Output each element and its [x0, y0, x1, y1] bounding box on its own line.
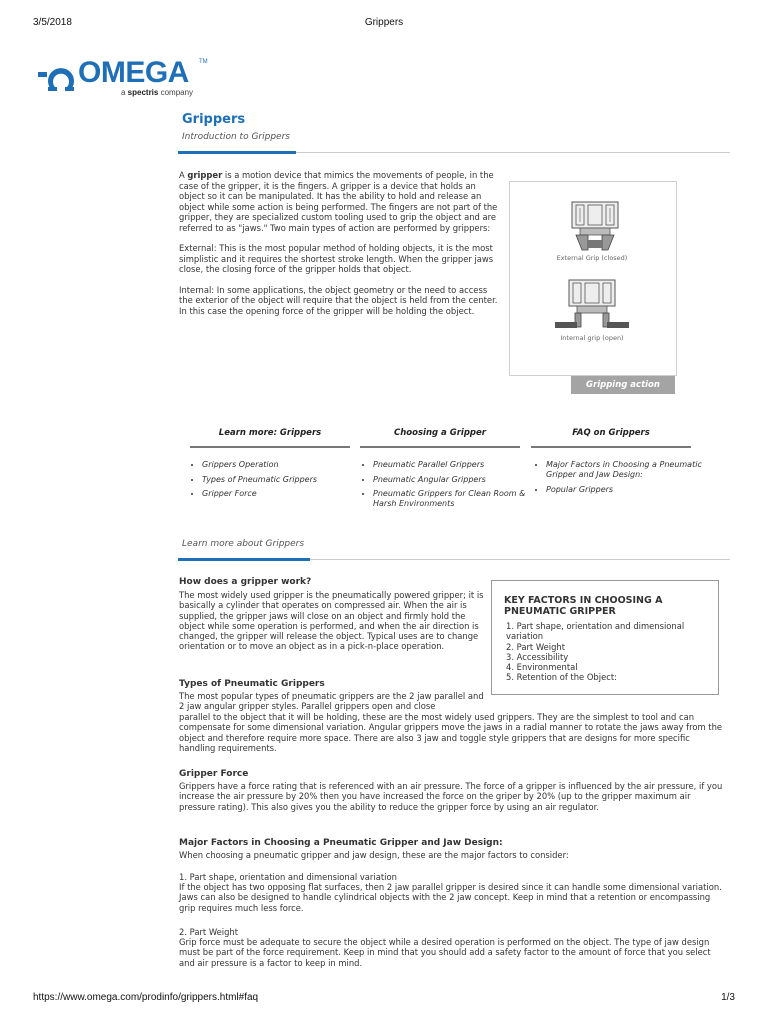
- external-grip-illustration: [560, 200, 630, 255]
- key-factors-list: [506, 621, 711, 683]
- factor-2-text: Grip force must be adequate to secure the object while a desired operation is performed on the object. The type of jaw design must be part of the force requirement. Keep in mind that you should add a safety factor to the amount of force that you select and air pressure is a factor to keep in mind.: [179, 937, 711, 968]
- key-factor-item: 1. Part shape, orientation and dimensional variation: [506, 621, 685, 642]
- heading-major-factors: Major Factors in Choosing a Pneumatic Gripper and Jaw Design:: [179, 838, 503, 848]
- link-pneumatic-angular-grippers[interactable]: • Pneumatic Angular Grippers: [373, 475, 533, 485]
- key-factor-item: 3. Accessibility: [506, 651, 569, 662]
- link-clean-room-grippers[interactable]: • Pneumatic Grippers for Clean Room & Harsh Environments: [373, 489, 533, 509]
- active-tab-indicator: [178, 151, 296, 154]
- print-title: Grippers: [364, 17, 404, 28]
- page-number: 1/3: [721, 992, 735, 1003]
- trademark: TM: [199, 59, 208, 65]
- types-text-a: The most popular types of pneumatic grippers are the 2 jaw parallel and 2 jaw angular gripper styles. Parallel grippers open and close: [179, 691, 484, 712]
- internal-grip-label: Internal grip (open): [560, 334, 624, 342]
- key-factor-item: 4. Environmental: [506, 662, 578, 673]
- figure-caption: Gripping action: [571, 376, 675, 394]
- major-factors-intro: When choosing a pneumatic gripper and jaw design, these are the major factors to consider:: [179, 850, 569, 860]
- tab-introduction[interactable]: Introduction to Grippers: [182, 132, 290, 142]
- link-grippers-operation[interactable]: • Grippers Operation: [202, 460, 352, 470]
- link-gripper-force[interactable]: • Gripper Force: [202, 489, 352, 499]
- key-factors-title: KEY FACTORS IN CHOOSING A PNEUMATIC GRIPPER: [504, 595, 663, 617]
- column-divider: [190, 446, 350, 448]
- column-heading-faq: FAQ on Grippers: [572, 428, 650, 438]
- column-divider: [360, 446, 520, 448]
- page-url: https://www.omega.com/prodinfo/grippers.html#faq: [33, 992, 259, 1003]
- omega-brand[interactable]: OMEGA: [78, 56, 189, 89]
- tab-learn-more-about-grippers[interactable]: Learn more about Grippers: [182, 539, 305, 549]
- key-factor-item: 5. Retention of the Object:: [506, 672, 617, 683]
- intro-text: A gripper is a motion device that mimics the movements of people, in the case of the gripper, it is the fingers. A gripper is a device that holds an object so it can be manipulated. It has the ability to hold and release an object while some action is being performed. The fingers are not part of the gripper, they are specialized custom tooling used to grip the object and are referred to as "jaws." Two main types of action are performed by grippers: External: This is the most popular method of holding objects, it is the most simplistic and it requires the shortest stroke length. When the gripper jaws close, the closing force of the gripper holds that object. Internal: In some applications, the object geometry or the need to access the exterior of the object will require that the object is held from the center. In this case the opening force of the gripper will be holding the object.: [179, 170, 498, 316]
- learn-more-list: [186, 460, 352, 504]
- factor-2-title: 2. Part Weight: [179, 927, 239, 937]
- heading-how-gripper-works: How does a gripper work?: [179, 577, 312, 587]
- link-types-pneumatic-grippers[interactable]: • Types of Pneumatic Grippers: [202, 475, 352, 485]
- link-major-factors[interactable]: • Major Factors in Choosing a Pneumatic Gripper and Jaw Design:: [546, 460, 711, 480]
- column-heading-choosing: Choosing a Gripper: [394, 428, 486, 438]
- page-title: Grippers: [182, 112, 246, 127]
- link-pneumatic-parallel-grippers[interactable]: • Pneumatic Parallel Grippers: [373, 460, 533, 470]
- column-divider: [531, 446, 691, 448]
- types-text-b: parallel to the object that it will be holding, these are the most widely used grippers. They are the simplest to tool and can compensate for some dimensional variation. Angular grippers move the jaws in a radial manner to rotate the jaws away from the object and therefore require more space. There are also 3 jaw and toggle style grippers that are designs for more specific handling requirements.: [179, 712, 723, 753]
- internal-grip-illustration: [553, 278, 633, 333]
- heading-gripper-force: Gripper Force: [179, 769, 249, 779]
- faq-list: [530, 460, 711, 499]
- choosing-list: [357, 460, 533, 514]
- heading-types-pneumatic-grippers: Types of Pneumatic Grippers: [179, 679, 325, 689]
- external-grip-label: External Grip (closed): [556, 254, 628, 262]
- factor-1-text: If the object has two opposing flat surfaces, then 2 jaw parallel gripper is desired since it can handle some dimensional variation. Jaws can also be designed to handle cylindrical objects with the 2 jaw concept. Keep in mind that a retention or encompassing grip requires much less force.: [179, 882, 722, 913]
- column-heading-learn-more: Learn more: Grippers: [218, 428, 322, 438]
- logo-tagline: a spectris company: [121, 88, 194, 97]
- factor-1-title: 1. Part shape, orientation and dimensional variation: [179, 872, 397, 882]
- key-factor-item: 2. Part Weight: [506, 641, 566, 652]
- gripper-force-text: Grippers have a force rating that is referenced with an air pressure. The force of a gripper is influenced by the air pressure, if you increase the air pressure by 20% then you have increased the force on the griper by 20% (up to the gripper maximum air pressure rating). This also gives you the ability to reduce the gripper force by using an air regulator.: [179, 781, 723, 812]
- active-tab-indicator: [178, 558, 310, 561]
- link-popular-grippers[interactable]: • Popular Grippers: [546, 485, 711, 495]
- print-date: 3/5/2018: [33, 17, 72, 28]
- how-gripper-works-text: The most widely used gripper is the pneumatically powered gripper; it is basically a cylinder that operates on compressed air. When the air is supplied, the gripper jaws will close on an object and firmly hold the object while some operation is performed, and when the air direction is changed, the gripper will release the object. Typical uses are to change orientation or to move an object as in a pick-n-place operation.: [179, 590, 484, 652]
